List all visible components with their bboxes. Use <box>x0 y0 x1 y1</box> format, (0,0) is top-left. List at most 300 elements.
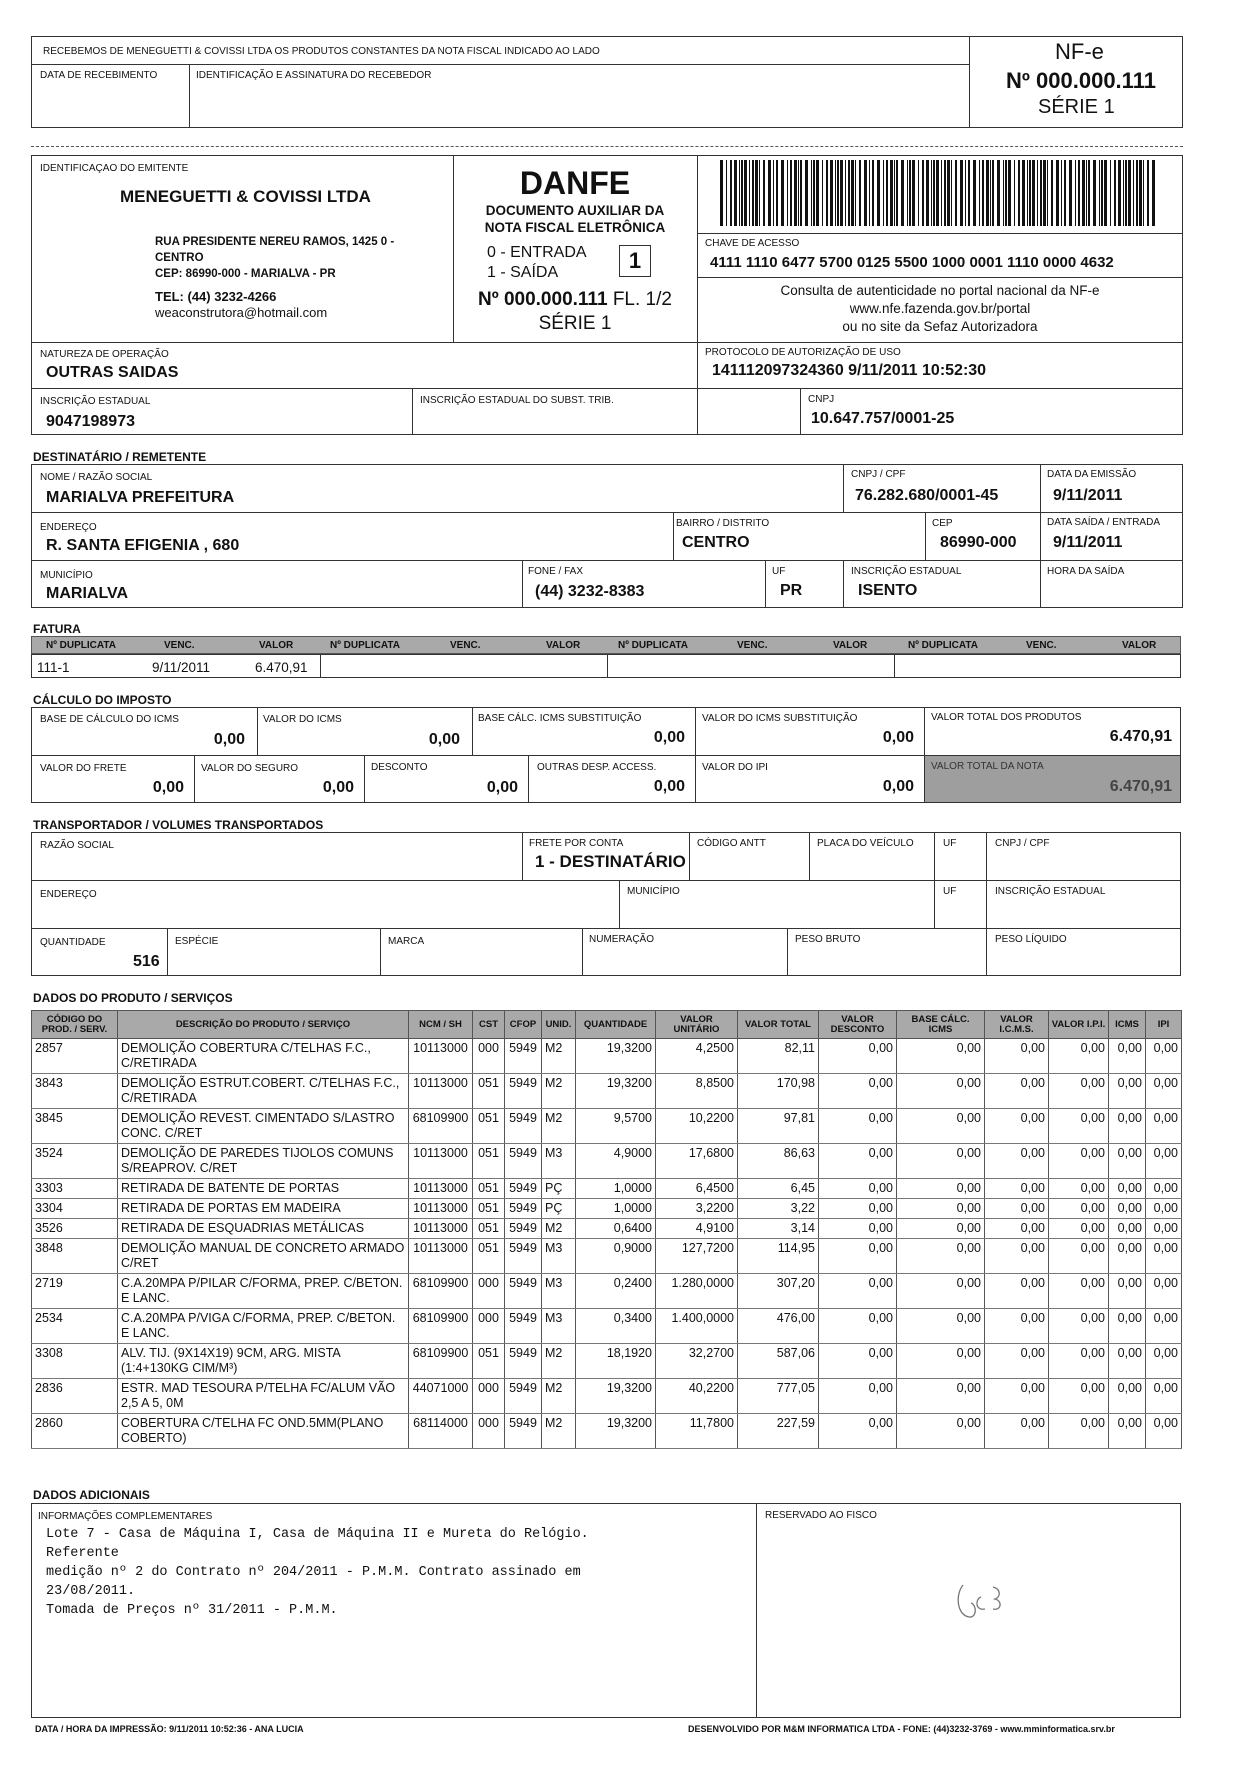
cell-icms-value: 0,00 <box>985 1109 1049 1144</box>
barcode-bar <box>1029 160 1031 226</box>
barcode-bar <box>968 160 970 226</box>
barcode-bar <box>773 160 774 226</box>
cell-description: RETIRADA DE BATENTE DE PORTAS <box>118 1179 409 1199</box>
cell-cfop: 5949 <box>505 1344 542 1379</box>
cell-quantity: 19,3200 <box>576 1039 656 1074</box>
recipient-uf: PR <box>780 582 803 599</box>
cell-code: 2857 <box>32 1039 118 1074</box>
cell-cfop: 5949 <box>505 1309 542 1344</box>
issuer-address-2: CENTRO <box>155 252 204 264</box>
cell-icms-rate: 0,00 <box>1109 1344 1146 1379</box>
vehicle-plate-label: PLACA DO VEÍCULO <box>817 838 914 849</box>
receipt-date-label: DATA DE RECEBIMENTO <box>40 70 158 81</box>
state-registration-st-label: INSCRIÇÃO ESTADUAL DO SUBST. TRIB. <box>420 395 614 406</box>
danfe-number <box>453 289 697 311</box>
cell-icms-rate: 0,00 <box>1109 1379 1146 1414</box>
barcode-bar <box>912 160 915 226</box>
fatura-h-venc-3: VENC. <box>737 640 768 651</box>
cell-discount: 0,00 <box>819 1199 897 1219</box>
cell-unit: M2 <box>542 1379 576 1414</box>
cell-ipi-value: 0,00 <box>1049 1144 1109 1179</box>
danfe-number-value: Nº 000.000.111 <box>478 289 608 310</box>
barcode-bar <box>1003 160 1004 226</box>
barcode-bar <box>790 160 792 226</box>
cell-discount: 0,00 <box>819 1039 897 1074</box>
cell-cst: 051 <box>473 1239 505 1274</box>
fatura-h-valor-3: VALOR <box>833 640 868 651</box>
cell-ncm: 44071000 <box>409 1379 473 1414</box>
transport-section-title: TRANSPORTADOR / VOLUMES TRANSPORTADOS <box>33 818 324 832</box>
cell-cst: 051 <box>473 1199 505 1219</box>
barcode-bar <box>752 160 754 226</box>
barcode-bar <box>926 160 929 226</box>
cell-discount: 0,00 <box>819 1219 897 1239</box>
issue-date: 9/11/2011 <box>1053 487 1123 504</box>
cell-discount: 0,00 <box>819 1344 897 1379</box>
handwritten-signature-icon <box>955 1575 1015 1625</box>
recipient-address-label: ENDEREÇO <box>40 522 97 533</box>
other-expenses: 0,00 <box>653 778 685 795</box>
barcode-bar <box>1110 160 1111 226</box>
cell-ipi-rate: 0,00 <box>1146 1344 1182 1379</box>
barcode-bar <box>1056 160 1059 226</box>
products-section-title: DADOS DO PRODUTO / SERVIÇOS <box>33 991 233 1005</box>
barcode-bar <box>986 160 989 226</box>
cell-cfop: 5949 <box>505 1109 542 1144</box>
cell-ipi-rate: 0,00 <box>1146 1109 1182 1144</box>
cell-cst: 000 <box>473 1379 505 1414</box>
cell-quantity: 0,6400 <box>576 1219 656 1239</box>
barcode-bar <box>763 160 765 226</box>
fatura-h-venc-4: VENC. <box>1026 640 1057 651</box>
cell-total: 82,11 <box>738 1039 819 1074</box>
cell-unit: M2 <box>542 1109 576 1144</box>
cell-icms-rate: 0,00 <box>1109 1039 1146 1074</box>
cell-quantity: 4,9000 <box>576 1144 656 1179</box>
cell-ipi-value: 0,00 <box>1049 1199 1109 1219</box>
protocol-label: PROTOCOLO DE AUTORIZAÇÃO DE USO <box>705 347 901 358</box>
cut-line <box>31 146 1183 147</box>
operation-nature-label: NATUREZA DE OPERAÇÃO <box>40 349 169 360</box>
barcode <box>720 160 1160 228</box>
cell-code: 3843 <box>32 1074 118 1109</box>
cell-discount: 0,00 <box>819 1379 897 1414</box>
receipt-statement: RECEBEMOS DE MENEGUETTI & COVISSI LTDA OS PRODUTOS CONSTANTES DA NOTA FISCAL INDICADO AO LADO <box>43 46 600 57</box>
recipient-cnpj: 76.282.680/0001-45 <box>855 487 999 504</box>
issuer-email: weaconstrutora@hotmail.com <box>155 305 328 320</box>
barcode-bar <box>787 160 788 226</box>
ipi-value-label: VALOR DO IPI <box>702 762 768 773</box>
barcode-bar <box>730 160 732 226</box>
fatura-h-dup-2: Nº DUPLICATA <box>330 640 400 651</box>
cell-total: 97,81 <box>738 1109 819 1144</box>
cell-discount: 0,00 <box>819 1274 897 1309</box>
header-cst: CST <box>473 1011 505 1039</box>
header-cfop: CFOP <box>505 1011 542 1039</box>
volume-species-label: ESPÉCIE <box>175 936 219 947</box>
barcode-bar <box>826 160 828 226</box>
cell-icms-rate: 0,00 <box>1109 1414 1146 1449</box>
additional-section-title: DADOS ADICIONAIS <box>33 1488 150 1502</box>
cell-ipi-rate: 0,00 <box>1146 1199 1182 1219</box>
cell-ipi-value: 0,00 <box>1049 1309 1109 1344</box>
products-table <box>31 1010 1182 1449</box>
fatura-h-venc-1: VENC. <box>164 640 195 651</box>
gross-weight-label: PESO BRUTO <box>795 934 861 945</box>
barcode-bar <box>845 160 846 226</box>
icms-value-label: VALOR DO ICMS <box>263 714 342 725</box>
volume-brand-label: MARCA <box>388 936 425 947</box>
barcode-bar <box>894 160 895 226</box>
cell-ipi-rate: 0,00 <box>1146 1144 1182 1179</box>
icms-st-value-label: VALOR DO ICMS SUBSTITUIÇÃO <box>702 713 858 724</box>
barcode-bar <box>947 160 950 226</box>
fatura-h-valor-4: VALOR <box>1122 640 1157 651</box>
cell-icms-base: 0,00 <box>897 1039 985 1074</box>
recipient-address: R. SANTA EFIGENIA , 680 <box>46 537 240 554</box>
cell-code: 2719 <box>32 1274 118 1309</box>
fatura-h-venc-2: VENC. <box>450 640 481 651</box>
cell-unit-price: 3,2200 <box>656 1199 738 1219</box>
cell-description: C.A.20MPA P/VIGA C/FORMA, PREP. C/BETON. E LANC. <box>118 1309 409 1344</box>
cell-ncm: 10113000 <box>409 1074 473 1109</box>
recipient-cep-label: CEP <box>932 518 953 529</box>
barcode-bar <box>1118 160 1121 226</box>
barcode-bar <box>1032 160 1035 226</box>
cell-ipi-rate: 0,00 <box>1146 1179 1182 1199</box>
issuer-cnpj: 10.647.757/0001-25 <box>811 410 955 427</box>
cell-ipi-value: 0,00 <box>1049 1179 1109 1199</box>
barcode-bar <box>1086 160 1087 226</box>
cell-ncm: 10113000 <box>409 1039 473 1074</box>
recipient-city: MARIALVA <box>46 585 129 602</box>
barcode-bar <box>933 160 935 226</box>
barcode-bar <box>749 160 750 226</box>
danfe-subtitle-2: NOTA FISCAL ELETRÔNICA <box>484 220 666 235</box>
icms-base: 0,00 <box>213 731 245 748</box>
barcode-bar <box>755 160 758 226</box>
cell-discount: 0,00 <box>819 1414 897 1449</box>
exit-date-label: DATA SAÍDA / ENTRADA <box>1047 517 1160 528</box>
receipt-signature-label: IDENTIFICAÇÃO E ASSINATURA DO RECEBEDOR <box>196 70 432 81</box>
cell-icms-rate: 0,00 <box>1109 1239 1146 1274</box>
cell-cfop: 5949 <box>505 1074 542 1109</box>
cell-icms-base: 0,00 <box>897 1379 985 1414</box>
authenticity-line-2: www.nfe.fazenda.gov.br/portal <box>849 301 1031 316</box>
barcode-bar <box>855 160 856 226</box>
cell-icms-base: 0,00 <box>897 1199 985 1219</box>
fatura-h-valor-2: VALOR <box>546 640 581 651</box>
cell-icms-value: 0,00 <box>985 1309 1049 1344</box>
header-ipi-rate: IPI <box>1146 1011 1182 1039</box>
carrier-uf-label: UF <box>943 838 957 849</box>
invoice-section-title: FATURA <box>33 622 81 636</box>
cell-code: 3848 <box>32 1239 118 1274</box>
cell-unit-price: 10,2200 <box>656 1109 738 1144</box>
cell-cfop: 5949 <box>505 1219 542 1239</box>
danfe-page: FL. 1/2 <box>612 289 672 310</box>
barcode-bar <box>759 160 760 226</box>
cell-cfop: 5949 <box>505 1144 542 1179</box>
cell-description: DEMOLIÇÃO REVEST. CIMENTADO S/LASTRO CONC. C/RET <box>118 1109 409 1144</box>
recipient-name: MARIALVA PREFEITURA <box>46 489 235 506</box>
duplicate-value: 6.470,91 <box>255 660 308 675</box>
cell-icms-base: 0,00 <box>897 1344 985 1379</box>
cell-ncm: 10113000 <box>409 1219 473 1239</box>
carrier-uf2-label: UF <box>943 886 957 897</box>
table-row <box>32 1109 1182 1144</box>
cell-unit-price: 32,2700 <box>656 1344 738 1379</box>
cell-ipi-rate: 0,00 <box>1146 1219 1182 1239</box>
cell-icms-rate: 0,00 <box>1109 1144 1146 1179</box>
cell-cfop: 5949 <box>505 1239 542 1274</box>
state-registration: 9047198973 <box>46 413 135 430</box>
barcode-bar <box>781 160 784 226</box>
cell-icms-value: 0,00 <box>985 1239 1049 1274</box>
barcode-bar <box>1078 160 1080 226</box>
complementary-info-line-1: Lote 7 - Casa de Máquina I, Casa de Máquina II e Mureta do Relógio. <box>46 1527 589 1542</box>
barcode-bar <box>1114 160 1116 226</box>
icms-base-label: BASE DE CÁLCULO DO ICMS <box>40 714 179 725</box>
cell-unit-price: 4,2500 <box>656 1039 738 1074</box>
cell-icms-value: 0,00 <box>985 1379 1049 1414</box>
barcode-bar <box>1051 160 1053 226</box>
cell-icms-value: 0,00 <box>985 1414 1049 1449</box>
issuer-label: IDENTIFICAÇAO DO EMITENTE <box>40 163 189 174</box>
carrier-name-label: RAZÃO SOCIAL <box>40 840 114 851</box>
barcode-bar <box>936 160 939 226</box>
cell-ipi-rate: 0,00 <box>1146 1039 1182 1074</box>
cell-unit-price: 1.280,0000 <box>656 1274 738 1309</box>
cell-ncm: 10113000 <box>409 1144 473 1179</box>
cell-description: DEMOLIÇÃO COBERTURA C/TELHAS F.C., C/RETIRADA <box>118 1039 409 1074</box>
barcode-bar <box>864 160 867 226</box>
icms-st-base-label: BASE CÁLC. ICMS SUBSTITUIÇÃO <box>478 713 642 724</box>
cell-ipi-rate: 0,00 <box>1146 1414 1182 1449</box>
barcode-bar <box>922 160 924 226</box>
header-icms-value: VALOR I.C.M.S. <box>985 1011 1049 1039</box>
freight-mode: 1 - DESTINATÁRIO <box>535 852 686 871</box>
cell-code: 2534 <box>32 1309 118 1344</box>
issue-date-label: DATA DA EMISSÃO <box>1047 469 1137 480</box>
table-row <box>32 1309 1182 1344</box>
cell-ncm: 68114000 <box>409 1414 473 1449</box>
header-unit-price: VALOR UNITÁRIO <box>656 1011 738 1039</box>
cell-ipi-value: 0,00 <box>1049 1074 1109 1109</box>
insurance: 0,00 <box>322 779 354 796</box>
cell-icms-base: 0,00 <box>897 1074 985 1109</box>
barcode-bar <box>955 160 957 226</box>
cell-icms-value: 0,00 <box>985 1039 1049 1074</box>
cell-icms-rate: 0,00 <box>1109 1274 1146 1309</box>
cell-unit-price: 127,7200 <box>656 1239 738 1274</box>
barcode-bar <box>830 160 833 226</box>
table-row <box>32 1039 1182 1074</box>
header-ipi-value: VALOR I.P.I. <box>1049 1011 1109 1039</box>
barcode-bar <box>1125 160 1127 226</box>
cell-cfop: 5949 <box>505 1039 542 1074</box>
cell-total: 587,06 <box>738 1344 819 1379</box>
barcode-bar <box>816 160 819 226</box>
barcode-bar <box>909 160 911 226</box>
cell-description: ALV. TIJ. (9X14X19) 9CM, ARG. MISTA (1:4+130KG CIM/M³) <box>118 1344 409 1379</box>
cell-code: 3308 <box>32 1344 118 1379</box>
cell-unit: M3 <box>542 1274 576 1309</box>
cell-code: 3524 <box>32 1144 118 1179</box>
barcode-bar <box>1136 160 1138 226</box>
cell-ncm: 10113000 <box>409 1179 473 1199</box>
cell-unit: M2 <box>542 1344 576 1379</box>
barcode-bar <box>896 160 898 226</box>
cell-description: ESTR. MAD TESOURA P/TELHA FC/ALUM VÃO 2,5 A 5, 0M <box>118 1379 409 1414</box>
carrier-ie-label: INSCRIÇÃO ESTADUAL <box>995 886 1106 897</box>
cell-ipi-value: 0,00 <box>1049 1379 1109 1414</box>
barcode-bar <box>1064 160 1066 226</box>
barcode-bar <box>848 160 850 226</box>
barcode-bar <box>1047 160 1048 226</box>
recipient-uf-label: UF <box>772 566 786 577</box>
barcode-bar <box>965 160 966 226</box>
barcode-bar <box>997 160 1000 226</box>
volume-numbering-label: NUMERAÇÃO <box>589 934 655 945</box>
cell-ipi-value: 0,00 <box>1049 1109 1109 1144</box>
cell-code: 3304 <box>32 1199 118 1219</box>
header-icms-rate: ICMS <box>1109 1011 1146 1039</box>
icms-st-base: 0,00 <box>653 729 685 746</box>
state-registration-label: INSCRIÇÃO ESTADUAL <box>40 396 151 407</box>
authenticity-line-3: ou no site da Sefaz Autorizadora <box>842 319 1038 334</box>
header-ncm: NCM / SH <box>409 1011 473 1039</box>
issuer-cep: CEP: 86990-000 - MARIALVA - PR <box>155 268 336 280</box>
barcode-bar <box>859 160 861 226</box>
cell-ncm: 10113000 <box>409 1239 473 1274</box>
cell-unit-price: 17,6800 <box>656 1144 738 1179</box>
barcode-bar <box>1147 160 1149 226</box>
barcode-bar <box>1061 160 1062 226</box>
cell-code: 2860 <box>32 1414 118 1449</box>
table-row <box>32 1414 1182 1449</box>
cell-icms-base: 0,00 <box>897 1309 985 1344</box>
table-row <box>32 1344 1182 1379</box>
cell-unit-price: 8,8500 <box>656 1074 738 1109</box>
header-unit: UNID. <box>542 1011 576 1039</box>
cell-icms-value: 0,00 <box>985 1219 1049 1239</box>
other-expenses-label: OUTRAS DESP. ACCESS. <box>537 762 657 773</box>
tax-authority-label: RESERVADO AO FISCO <box>765 1510 877 1521</box>
fatura-h-dup-3: Nº DUPLICATA <box>618 640 688 651</box>
cell-icms-value: 0,00 <box>985 1199 1049 1219</box>
cell-ipi-value: 0,00 <box>1049 1274 1109 1309</box>
cell-ipi-value: 0,00 <box>1049 1039 1109 1074</box>
ipi-value: 0,00 <box>882 778 914 795</box>
cell-unit-price: 6,4500 <box>656 1179 738 1199</box>
cell-ncm: 10113000 <box>409 1199 473 1219</box>
cell-code: 3526 <box>32 1219 118 1239</box>
cell-icms-base: 0,00 <box>897 1109 985 1144</box>
recipient-phone: (44) 3232-8383 <box>535 583 645 600</box>
cell-quantity: 19,3200 <box>576 1074 656 1109</box>
cell-cst: 051 <box>473 1179 505 1199</box>
cell-total: 3,14 <box>738 1219 819 1239</box>
cell-ipi-value: 0,00 <box>1049 1414 1109 1449</box>
cell-icms-base: 0,00 <box>897 1219 985 1239</box>
barcode-bar <box>872 160 874 226</box>
stub-series: SÉRIE 1 <box>1038 96 1115 118</box>
barcode-bar <box>1069 160 1072 226</box>
cell-description: RETIRADA DE PORTAS EM MADEIRA <box>118 1199 409 1219</box>
total-products-label: VALOR TOTAL DOS PRODUTOS <box>931 712 1082 723</box>
cell-icms-value: 0,00 <box>985 1344 1049 1379</box>
cell-icms-value: 0,00 <box>985 1074 1049 1109</box>
cell-discount: 0,00 <box>819 1179 897 1199</box>
barcode-bar <box>741 160 743 226</box>
header-quantity: QUANTIDADE <box>576 1011 656 1039</box>
barcode-bar <box>992 160 994 226</box>
cell-code: 2836 <box>32 1379 118 1414</box>
barcode-bar <box>1014 160 1015 226</box>
cell-total: 114,95 <box>738 1239 819 1274</box>
cell-unit: M2 <box>542 1414 576 1449</box>
cell-cst: 000 <box>473 1309 505 1344</box>
cell-ipi-value: 0,00 <box>1049 1239 1109 1274</box>
cell-ipi-rate: 0,00 <box>1146 1074 1182 1109</box>
cell-icms-rate: 0,00 <box>1109 1109 1146 1144</box>
cell-cst: 051 <box>473 1109 505 1144</box>
cell-unit: M3 <box>542 1239 576 1274</box>
header-description: DESCRIÇÃO DO PRODUTO / SERVIÇO <box>118 1011 409 1039</box>
barcode-bar <box>1027 160 1028 226</box>
antt-code-label: CÓDIGO ANTT <box>697 838 766 849</box>
barcode-bar <box>1128 160 1131 226</box>
total-note-label: VALOR TOTAL DA NOTA <box>931 761 1044 772</box>
complementary-info-line-2: Referente <box>46 1546 119 1561</box>
cell-total: 3,22 <box>738 1199 819 1219</box>
barcode-bar <box>734 160 737 226</box>
header-icms-base: BASE CÁLC. ICMS <box>897 1011 985 1039</box>
recipient-name-label: NOME / RAZÃO SOCIAL <box>40 472 153 483</box>
barcode-bar <box>1101 160 1103 226</box>
cell-total: 777,05 <box>738 1379 819 1414</box>
volume-quantity: 516 <box>133 953 160 970</box>
barcode-bar <box>944 160 946 226</box>
access-key-label: CHAVE DE ACESSO <box>705 238 800 249</box>
cell-total: 170,98 <box>738 1074 819 1109</box>
exit-time-label: HORA DA SAÍDA <box>1047 566 1125 577</box>
barcode-bar <box>1075 160 1076 226</box>
cell-cfop: 5949 <box>505 1179 542 1199</box>
cell-discount: 0,00 <box>819 1144 897 1179</box>
carrier-address-label: ENDEREÇO <box>40 889 97 900</box>
barcode-bar <box>890 160 893 226</box>
issuer-address-1: RUA PRESIDENTE NEREU RAMOS, 1425 0 - <box>155 236 395 248</box>
recipient-city-label: MUNICÍPIO <box>40 570 93 581</box>
authenticity-line-1: Consulta de autenticidade no portal nacional da NF-e <box>780 283 1100 298</box>
stub-nfe-label: NF-e <box>1055 39 1104 64</box>
cell-description: DEMOLIÇÃO MANUAL DE CONCRETO ARMADO C/RET <box>118 1239 409 1274</box>
cell-cst: 051 <box>473 1074 505 1109</box>
cell-ipi-rate: 0,00 <box>1146 1239 1182 1274</box>
danfe-entrada: 0 - ENTRADA <box>487 244 587 261</box>
barcode-bar <box>1139 160 1142 226</box>
carrier-cnpj-label: CNPJ / CPF <box>995 838 1050 849</box>
cell-code: 3303 <box>32 1179 118 1199</box>
freight-mode-label: FRETE POR CONTA <box>529 838 624 849</box>
table-row <box>32 1179 1182 1199</box>
cell-discount: 0,00 <box>819 1109 897 1144</box>
net-weight-label: PESO LÍQUIDO <box>995 934 1067 945</box>
cell-unit-price: 1.400,0000 <box>656 1309 738 1344</box>
cell-quantity: 9,5700 <box>576 1109 656 1144</box>
